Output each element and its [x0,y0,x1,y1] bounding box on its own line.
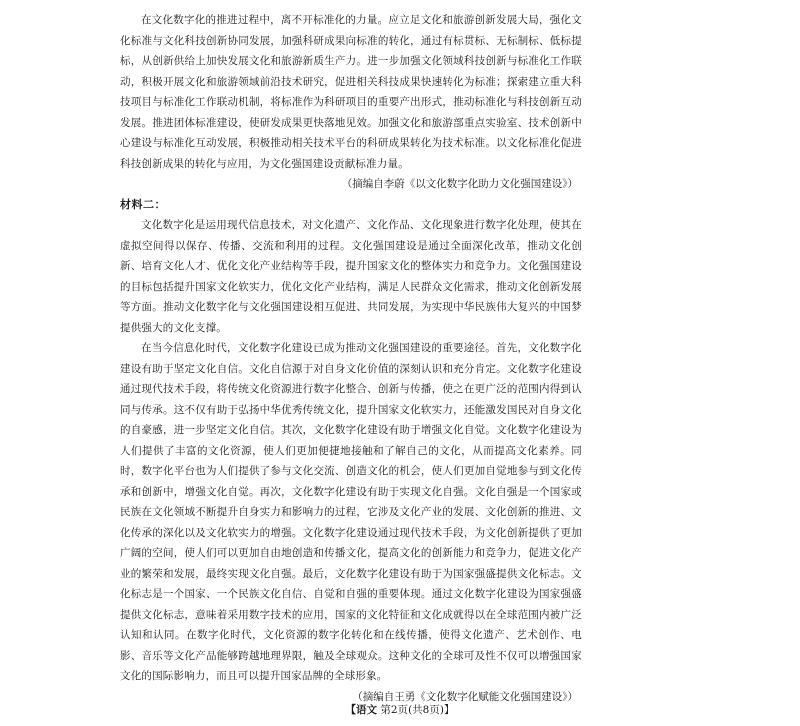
material-one-paragraph: 在文化数字化的推进过程中，离不开标准化的力量。应立足文化和旅游创新发展大局，强化文化标准与文化科技创新协同发展，加强科研成果向标准的转化，通过有标贯标、无标制标、低标提标，从创新供给上加快发展文化和旅游新质生产力。进一步加强文化领域科技创新与标准化工作联动，积极开展文化和旅游领域前沿技术研究，促进相关科技成果快速转化为标准；探索建立重大科技项目与标准化工作联动机制，将标准作为科研项目的重要产出形式，推动标准化与科技创新互动发展。推进团体标准建设，使研发成果更快落地见效。加强文化和旅游部重点实验室、技术创新中心建设与标准化互动发展，积极推动相关技术平台的科研成果转化为技术标准。以文化标准化促进科技创新成果的转化与应用，为文化强国建设贡献标准力量。 [120,14,582,170]
material-two-paragraph-1: 文化数字化是运用现代信息技术，对文化遗产、文化作品、文化现象进行数字化处理，使其在虚拟空间得以保存、传播、交流和利用的过程。文化强国建设是通过全面深化改革，推动文化创新、培育文化人才、优化文化产业结构等手段，提升国家文化的整体实力和竞争力。文化强国建设的目标包括提升国家文化软实力，优化文化产业结构，满足人民群众文化需求，推动文化创新发展等方面。推动文化数字化与文化强国建设相互促进、共同发展，为实现中华民族伟大复兴的中国梦提供强大的文化支撑。 [120,219,582,334]
footer-subject: 【语文 [345,704,378,716]
footer-page-number: 第2页(共8页)】 [380,704,455,716]
page-footer [0,702,800,718]
material-two-paragraph-2: 在当今信息化时代，文化数字化建设已成为推动文化强国建设的重要途径。首先，文化数字化建设有助于坚定文化自信。文化自信源于对自身文化价值的深刻认识和充分肯定。文化数字化建设通过现代技术手段，将传统文化资源进行数字化整合、创新与传播，使之在更广泛的范围内得到认同与传承。这不仅有助于弘扬中华优秀传统文化，提升国家文化软实力，还能激发国民对自身文化的自豪感，进一步坚定文化自信。其次，文化数字化建设有助于增强文化自觉。文化数字化建设为人们提供了丰富的文化资源，使人们更加便捷地接触和了解自己的文化，从而提高文化素养。同时，数字化平台也为人们提供了参与文化交流、创造文化的机会，使人们更加自觉地参与到文化传承和创新中，增强文化自觉。再次，文化数字化建设有助于实现文化自强。文化自强是一个国家或民族在文化领域不断提升自身实力和影响力的过程，它涉及文化产业的发展、文化创新的推进、文化传承的深化以及文化软实力的增强。文化数字化建设通过现代技术手段，为文化创新提供了更加广阔的空间，使人们可以更加自由地创造和传播文化，提高文化的创新能力和竞争力，促进文化产业的繁荣和发展，最终实现文化自强。最后，文化数字化建设有助于为国家强盛提供文化标志。文化标志是一个国家、一个民族文化自信、自觉和自强的重要体现。通过文化数字化建设为国家强盛提供文化标志，意味着采用数字技术的应用，国家的文化特征和文化成就得以在全球范围内被广泛认知和认同。在数字化时代，文化资源的数字化转化和在线传播，使得文化遗产、艺术创作、电影、音乐等文化产品能够跨越地理界限，触及全球观众。这种文化的全球可及性不仅可以增强国家文化的国际影响力，而且可以提升国家品牌的全球形象。 [120,342,582,682]
material-two-heading: 材料二： [120,197,166,211]
article-body [120,10,582,707]
material-two-source: （摘编自王勇《文化数字化赋能文化强国建设》） [352,690,578,703]
material-one-source: （摘编自李蔚《以文化数字化助力文化强国建设》） [341,178,578,190]
